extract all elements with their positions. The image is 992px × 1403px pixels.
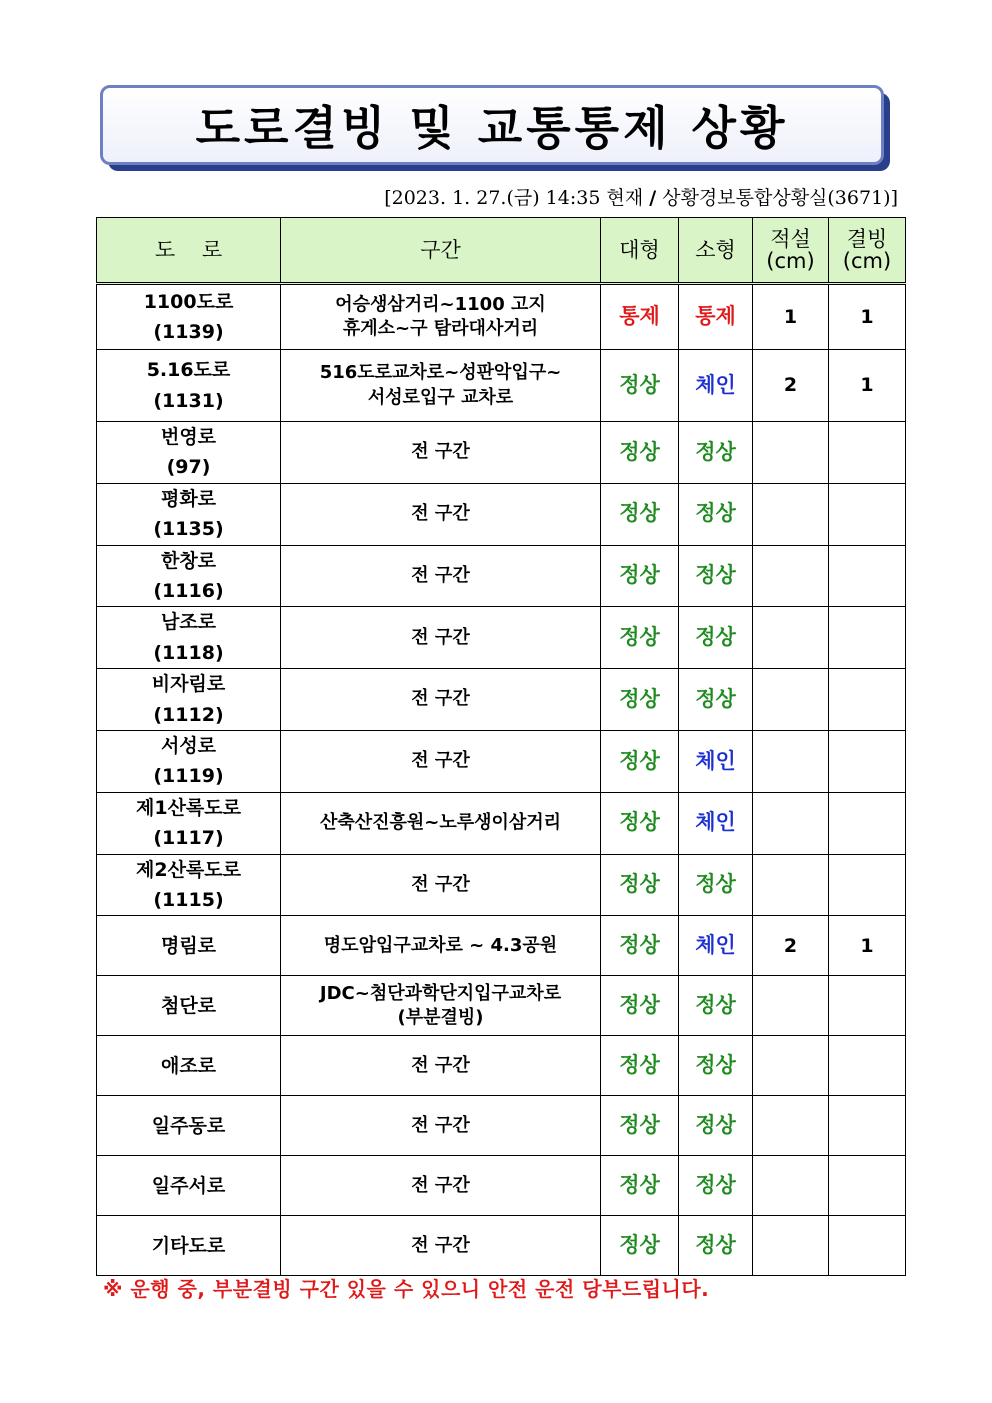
large-vehicle-status: 정상 [601, 1096, 679, 1156]
road-name: 제1산록도로 [136, 796, 241, 819]
table-row [97, 350, 906, 422]
small-vehicle-status: 체인 [679, 792, 753, 854]
section-text: 전 구간 [411, 441, 470, 463]
section-text: 전 구간 [411, 873, 470, 895]
section-cell [281, 545, 601, 607]
road-name: 첨단로 [160, 994, 217, 1017]
large-vehicle-status: 정상 [601, 607, 679, 669]
section-text: 516도로교차로~성판악입구~ [319, 362, 562, 384]
table-row [97, 730, 906, 792]
snow-depth-value: 2 [753, 916, 829, 976]
report-timestamp [384, 183, 898, 210]
road-name: 평화로 [160, 487, 217, 510]
section-text: 전 구간 [411, 1174, 470, 1196]
road-name: 기타도로 [151, 1234, 226, 1257]
road-name-cell [97, 792, 281, 854]
road-code: (1139) [153, 321, 224, 343]
road-name-cell [97, 284, 281, 350]
ice-depth-value [829, 483, 906, 545]
large-vehicle-status: 정상 [601, 792, 679, 854]
snow-depth-value [753, 730, 829, 792]
snow-depth-value [753, 669, 829, 731]
header-ice-depth: 결빙 (cm) [829, 218, 906, 284]
road-name-cell [97, 976, 281, 1036]
snow-depth-value [753, 607, 829, 669]
table-row [97, 284, 906, 350]
small-vehicle-status: 정상 [679, 976, 753, 1036]
ice-depth-value [829, 1036, 906, 1096]
ice-depth-value [829, 422, 906, 484]
table-row [97, 854, 906, 916]
section-cell [281, 730, 601, 792]
section-text: 전 구간 [411, 1054, 470, 1076]
small-vehicle-status: 통제 [679, 284, 753, 350]
ice-depth-value [829, 1156, 906, 1216]
road-name: 제2산록도로 [136, 858, 241, 881]
road-code: (1118) [153, 641, 224, 664]
snow-depth-value [753, 422, 829, 484]
road-code: (1131) [153, 389, 224, 412]
section-cell [281, 792, 601, 854]
road-name: 5.16도로 [146, 359, 231, 382]
section-cell [281, 854, 601, 916]
large-vehicle-status: 정상 [601, 1036, 679, 1096]
road-name: 1100도로 [143, 290, 234, 313]
section-text: 전 구간 [411, 626, 470, 648]
large-vehicle-status: 통제 [601, 284, 679, 350]
ice-depth-value [829, 607, 906, 669]
table-row [97, 1096, 906, 1156]
header-section: 구간 [281, 218, 601, 284]
snow-depth-value [753, 1156, 829, 1216]
safety-notice: ※ 운행 중, 부분결빙 구간 있을 수 있으니 안전 운전 당부드립니다. [103, 1277, 710, 1301]
section-cell [281, 607, 601, 669]
small-vehicle-status: 정상 [679, 422, 753, 484]
ice-depth-value: 1 [829, 284, 906, 350]
snow-depth-value [753, 1216, 829, 1276]
road-code: (1135) [153, 518, 224, 541]
road-name-cell [97, 854, 281, 916]
road-name-cell [97, 1156, 281, 1216]
ice-depth-value [829, 730, 906, 792]
large-vehicle-status: 정상 [601, 1156, 679, 1216]
road-name: 서성로 [160, 734, 217, 757]
small-vehicle-status: 체인 [679, 350, 753, 422]
large-vehicle-status: 정상 [601, 483, 679, 545]
road-name: 일주동로 [151, 1114, 226, 1137]
section-text: 전 구간 [411, 1114, 470, 1136]
page-title: 도로결빙 및 교통통제 상황 [195, 101, 789, 155]
road-name-cell [97, 730, 281, 792]
section-text: 산축산진흥원~노루생이삼거리 [319, 812, 562, 834]
large-vehicle-status: 정상 [601, 1216, 679, 1276]
road-name-cell [97, 607, 281, 669]
snow-depth-value [753, 976, 829, 1036]
section-text: 전 구간 [411, 688, 470, 710]
road-name-cell [97, 422, 281, 484]
section-text: 전 구간 [411, 564, 470, 586]
road-name-cell [97, 1216, 281, 1276]
section-cell [281, 284, 601, 350]
road-code: (1112) [153, 703, 224, 726]
ice-depth-value [829, 669, 906, 731]
small-vehicle-status: 체인 [679, 916, 753, 976]
section-cell [281, 1036, 601, 1096]
ice-depth-value: 1 [829, 916, 906, 976]
header-snow-depth: 적설 (cm) [753, 218, 829, 284]
road-code: (97) [166, 456, 211, 479]
small-vehicle-status: 정상 [679, 1156, 753, 1216]
section-cell [281, 1096, 601, 1156]
table-row [97, 545, 906, 607]
ice-depth-value: 1 [829, 350, 906, 422]
table-row [97, 607, 906, 669]
section-text: 명도암입구교차로 ~ 4.3공원 [323, 934, 558, 956]
report-date: [2023. 1. 27.(금) 14:35 현재 [384, 187, 650, 209]
road-name-cell [97, 669, 281, 731]
road-status-table [96, 217, 906, 1276]
table-row [97, 1156, 906, 1216]
road-code: (1119) [153, 765, 224, 788]
snow-depth-value: 1 [753, 284, 829, 350]
header-road: 도 로 [97, 218, 281, 284]
snow-depth-value [753, 1096, 829, 1156]
section-cell [281, 669, 601, 731]
section-text: 전 구간 [411, 1234, 470, 1256]
large-vehicle-status: 정상 [601, 976, 679, 1036]
road-name: 명림로 [160, 934, 217, 957]
ice-depth-value [829, 1096, 906, 1156]
section-text: JDC~첨단과학단지입구교차로 [319, 982, 562, 1004]
table-row [97, 792, 906, 854]
road-name: 남조로 [160, 611, 217, 634]
report-separator: / [649, 187, 657, 209]
road-name: 일주서로 [151, 1174, 226, 1197]
section-text-line2: (부분결빙) [397, 1006, 484, 1028]
header-large-vehicle: 대형 [601, 218, 679, 284]
section-cell [281, 350, 601, 422]
table-header-row [97, 218, 906, 284]
road-name-cell [97, 916, 281, 976]
snow-depth-value [753, 854, 829, 916]
ice-depth-value [829, 976, 906, 1036]
road-name: 한창로 [160, 549, 217, 572]
section-text: 전 구간 [411, 503, 470, 525]
large-vehicle-status: 정상 [601, 916, 679, 976]
ice-depth-value [829, 545, 906, 607]
large-vehicle-status: 정상 [601, 854, 679, 916]
large-vehicle-status: 정상 [601, 350, 679, 422]
report-office: 상황경보통합상황실(3671)] [656, 187, 898, 209]
snow-depth-value [753, 483, 829, 545]
small-vehicle-status: 정상 [679, 669, 753, 731]
road-code: (1117) [153, 827, 224, 850]
large-vehicle-status: 정상 [601, 669, 679, 731]
section-text: 어승생삼거리~1100 고지 [335, 293, 546, 315]
section-cell [281, 1216, 601, 1276]
small-vehicle-status: 정상 [679, 545, 753, 607]
small-vehicle-status: 체인 [679, 730, 753, 792]
small-vehicle-status: 정상 [679, 1216, 753, 1276]
small-vehicle-status: 정상 [679, 607, 753, 669]
small-vehicle-status: 정상 [679, 483, 753, 545]
road-name-cell [97, 483, 281, 545]
section-text-line2: 휴게소~구 탐라대사거리 [342, 318, 539, 339]
large-vehicle-status: 정상 [601, 730, 679, 792]
large-vehicle-status: 정상 [601, 422, 679, 484]
table-row [97, 669, 906, 731]
section-cell [281, 976, 601, 1036]
small-vehicle-status: 정상 [679, 1096, 753, 1156]
large-vehicle-status: 정상 [601, 545, 679, 607]
road-name: 애조로 [160, 1054, 217, 1077]
table-row [97, 1036, 906, 1096]
snow-depth-value [753, 1036, 829, 1096]
section-text-line2: 서성로입구 교차로 [367, 386, 514, 408]
table-row [97, 916, 906, 976]
road-name-cell [97, 350, 281, 422]
road-code: (1115) [153, 889, 224, 912]
road-name-cell [97, 545, 281, 607]
road-code: (1116) [153, 579, 224, 602]
title-banner [100, 85, 888, 167]
ice-depth-value [829, 1216, 906, 1276]
table-row [97, 422, 906, 484]
snow-depth-value [753, 792, 829, 854]
snow-depth-value: 2 [753, 350, 829, 422]
section-text: 전 구간 [411, 750, 470, 772]
small-vehicle-status: 정상 [679, 854, 753, 916]
title-banner-box [100, 85, 884, 165]
section-cell [281, 483, 601, 545]
ice-depth-value [829, 792, 906, 854]
header-small-vehicle: 소형 [679, 218, 753, 284]
snow-depth-value [753, 545, 829, 607]
road-name: 비자림로 [151, 673, 226, 696]
ice-depth-value [829, 854, 906, 916]
section-cell [281, 916, 601, 976]
table-row [97, 1216, 906, 1276]
small-vehicle-status: 정상 [679, 1036, 753, 1096]
road-name-cell [97, 1036, 281, 1096]
table-row [97, 483, 906, 545]
road-name: 번영로 [160, 426, 217, 448]
section-cell [281, 422, 601, 484]
section-cell [281, 1156, 601, 1216]
table-row [97, 976, 906, 1036]
road-name-cell [97, 1096, 281, 1156]
